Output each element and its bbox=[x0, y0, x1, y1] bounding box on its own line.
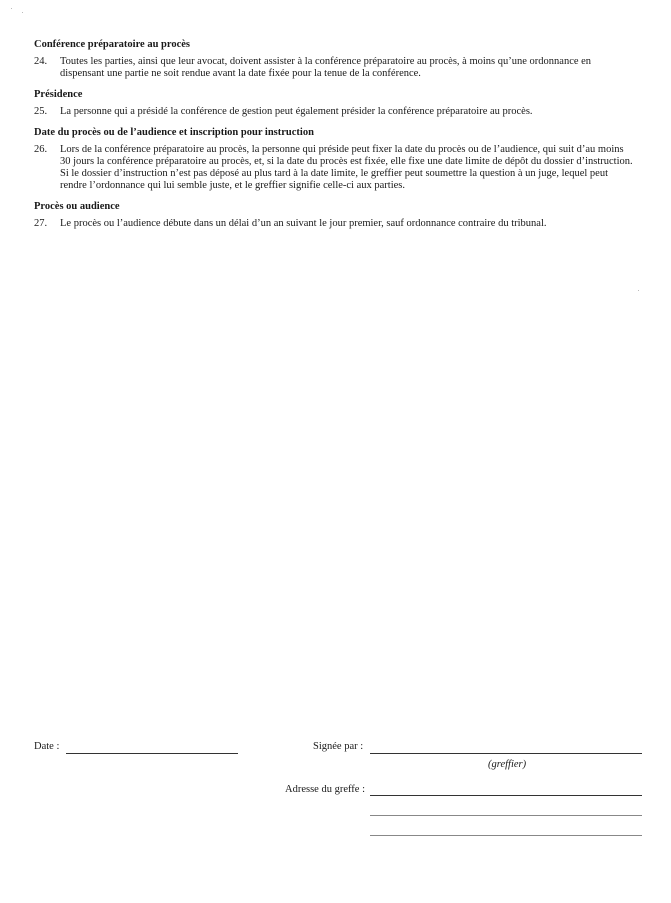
date-line[interactable] bbox=[66, 753, 238, 754]
paragraph-number: 27. bbox=[34, 218, 48, 229]
section-heading: Procès ou audience bbox=[34, 201, 120, 212]
paragraph-text: La personne qui a présidé la conférence de gestion peut également présider la conférence préparatoire au procès. bbox=[60, 106, 533, 117]
paragraph-number: 26. bbox=[34, 144, 48, 155]
clerk-caption: (greffier) bbox=[488, 759, 527, 770]
paragraph-text: Le procès ou l’audience débute dans un délai d’un an suivant le jour premier, sauf ordonnance contraire du tribunal. bbox=[60, 218, 547, 229]
signature-line[interactable] bbox=[370, 753, 642, 754]
paragraph-text: Toutes les parties, ainsi que leur avocat, doivent assister à la conférence préparatoire au procès, à moins qu’une ordonnance en dispensant une partie ne soit rendue avant la date fixée pour la tenue de la conférence. bbox=[60, 56, 592, 79]
scan-speck bbox=[22, 12, 23, 13]
scan-speck bbox=[11, 8, 12, 9]
registry-address-label: Adresse du greffe : bbox=[285, 784, 365, 795]
address-line-2[interactable] bbox=[370, 815, 642, 816]
section-heading: Présidence bbox=[34, 89, 83, 100]
section-heading: Conférence préparatoire au procès bbox=[34, 39, 191, 50]
address-line-1[interactable] bbox=[370, 795, 642, 796]
paragraph-number: 25. bbox=[34, 106, 48, 117]
scan-speck bbox=[638, 290, 639, 291]
date-label: Date : bbox=[34, 741, 60, 752]
paragraph-text: Lors de la conférence préparatoire au procès, la personne qui préside peut fixer la date du procès ou de l’audience, qui suit d’au moins 30 jours la conférence préparatoire au procès, et, si la date du procès est fixée, elle fixe une date limite de dépôt du dossier d’instruction. Si le dossier d’instruction n’est pas déposé au plus tard à la date limite, le greffier peut soumettre la question à un juge, lequel peut rendre l’ordonnance qui lui semble juste, et le greffier signifie celle-ci aux parties. bbox=[60, 144, 633, 191]
section-heading: Date du procès ou de l’audience et inscription pour instruction bbox=[34, 127, 314, 138]
signed-by-label: Signée par : bbox=[313, 741, 364, 752]
address-line-3[interactable] bbox=[370, 835, 642, 836]
paragraph-number: 24. bbox=[34, 56, 48, 67]
